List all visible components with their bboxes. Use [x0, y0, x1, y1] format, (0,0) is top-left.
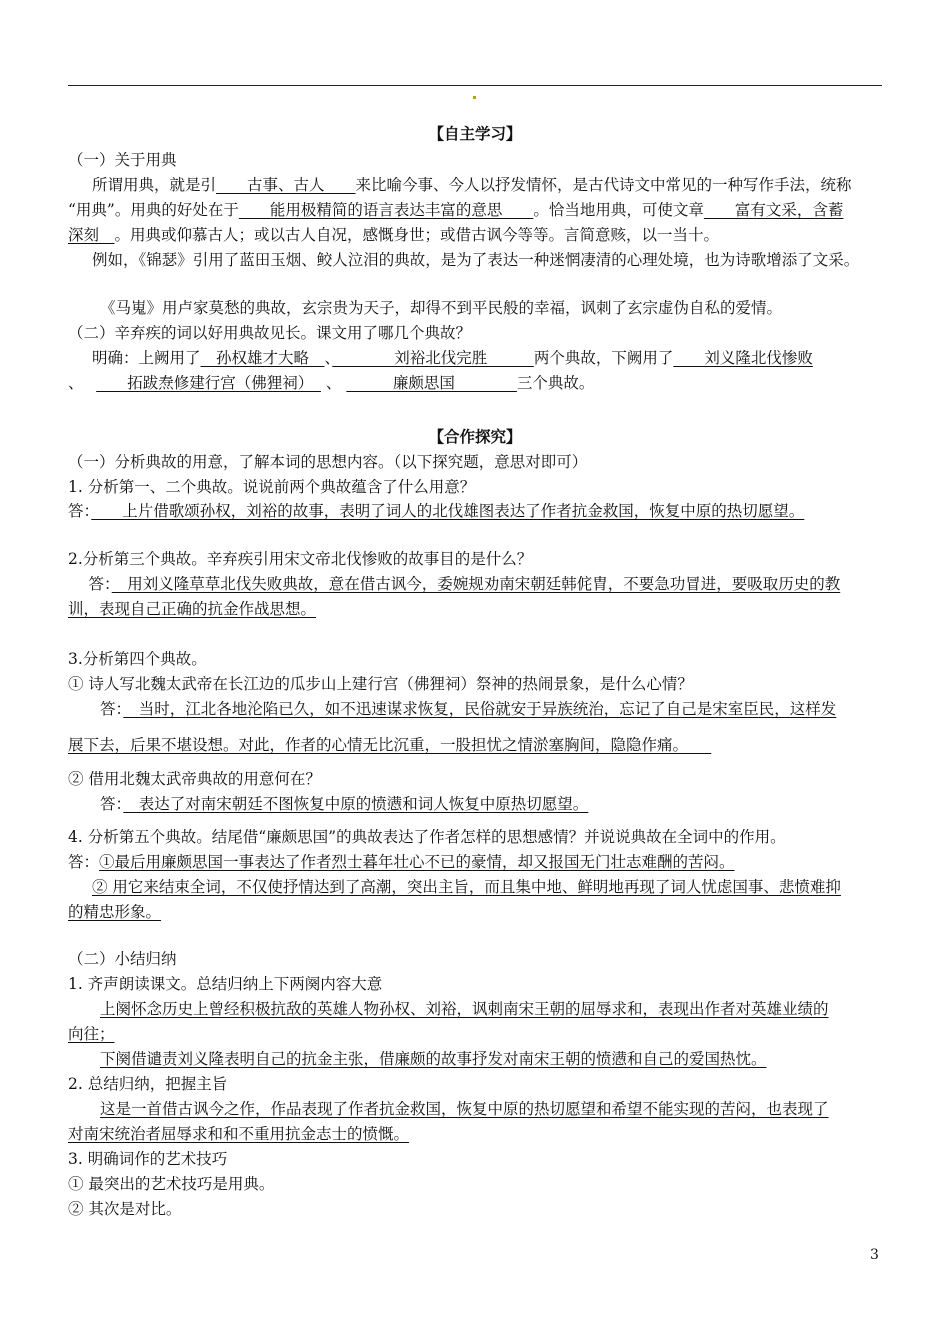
- summary-item-3: 3. 明确词作的艺术技巧: [68, 1150, 228, 1168]
- summary-item-2: 2. 总结归纳，把握主旨: [68, 1075, 228, 1093]
- answer-text: 表达了对南宋朝廷不图恢复中原的愤懑和词人恢复中原热切愿望。: [123, 795, 589, 813]
- summary-answer: 下阕借谴责刘义隆表明自己的抗金主张，借廉颇的故事抒发对南宋王朝的愤懑和自己的爱国热忱。: [100, 1050, 767, 1068]
- question-2: 2.分析第三个典故。辛弃疾引用宋文帝北伐惨败的故事目的是什么？: [68, 550, 533, 568]
- question-heading: （二）辛弃疾的词以好用典故见长。课文用了哪几个典故？: [68, 324, 472, 342]
- answer-blank: 能用极精简的语言表达丰富的意思: [238, 201, 534, 219]
- theme-answer: 这是一首借古讽今之作，作品表现了作者抗金救国，恢复中原的热切愿望和希望不能实现的苦闷，也表现了: [100, 1100, 829, 1118]
- answer-blank: 刘裕北伐完胜: [332, 349, 534, 367]
- question-1: 1. 分析第一、二个典故。说说前两个典故蕴含了什么用意？: [68, 478, 476, 496]
- answer-blank: 孙权雄才大略: [200, 349, 325, 367]
- answer-3a-cont: [68, 733, 882, 757]
- answer-text: 的精忠形象。: [68, 903, 162, 921]
- answer-3a: 答： 当时，江北各地沦陷已久，如不迅速谋求恢复，民俗就安于异族统治，忘记了自己是宋室臣民，这样发: [100, 700, 837, 718]
- answer-4-end: [68, 900, 882, 924]
- question-3: 3.分析第四个典故。: [68, 650, 207, 668]
- summary-answer-cont: 向往；: [68, 1025, 115, 1043]
- theme-answer-cont: 对南宋统治者屈辱求和和不重用抗金志士的愤慨。: [68, 1125, 410, 1143]
- heading-analysis: （一）分析典故的用意，了解本词的思想内容。（以下探究题，意思对即可）: [68, 453, 588, 471]
- answer-text: ①最后用廉颇思国一事表达了作者烈士暮年壮心不已的豪情，却又报国无门壮志难酬的苦闷。: [99, 853, 735, 871]
- answer-blank: 深刻: [68, 226, 115, 244]
- answer-2: 答： 用刘义隆草草北伐失败典故，意在借古讽今，委婉规劝南宋朝廷韩侂胄，不要急功冒进，要吸取历史的教: [88, 575, 841, 593]
- answer-4-cont: [92, 875, 882, 899]
- header-rule: [68, 85, 882, 86]
- paragraph-line: 深刻 。用典或仰慕古人；或以古人自况，感慨身世；或借古讽今等等。言简意赅，以一当十。: [68, 226, 720, 244]
- marker-dot: [473, 96, 476, 99]
- answer-line: 明确：上阙用了 孙权雄才大略 、 刘裕北伐完胜 两个典故，下阙用了 刘义隆北伐惨败: [92, 349, 813, 367]
- answer-blank: 富有文采，含蓄: [703, 201, 844, 219]
- question-4: 4. 分析第五个典故。结尾借“廉颇思国”的典故表达了作者怎样的思想感情？并说说典故在全词中的作用。: [68, 828, 786, 846]
- technique-1: ① 最突出的艺术技巧是用典。: [68, 1175, 275, 1193]
- heading-summary: （二）小结归纳: [68, 950, 177, 968]
- paragraph-line: 《马嵬》用卢家莫愁的典故，玄宗贵为天子，却得不到平民般的幸福，讽刺了玄宗虚伪自私的爱情。: [100, 299, 783, 317]
- answer-blank: 拓跋焘修建行宫（佛狸祠）: [96, 374, 321, 392]
- paragraph-line: 所谓用典，就是引 古事、古人 来比喻今事、今人以抒发情怀，是古代诗文中常见的一种写作手法，统称: [92, 176, 852, 194]
- answer-text: 当时，江北各地沦陷已久，如不迅速谋求恢复，民俗就安于异族统治，忘记了自己是宋室臣民，这样发: [123, 700, 837, 718]
- summary-item-1: 1. 齐声朗读课文。总结归纳上下两阕内容大意: [68, 975, 383, 993]
- answer-blank: 廉颇思国: [346, 374, 517, 392]
- paragraph-line: “用典”。用典的好处在于 能用极精简的语言表达丰富的意思 。恰当地用典，可使文章 富有文采，含蓄: [68, 201, 844, 219]
- answer-blank: 刘义隆北伐惨败: [673, 349, 813, 367]
- answer-3b: 答： 表达了对南宋朝廷不图恢复中原的愤懑和词人恢复中原热切愿望。: [100, 795, 589, 813]
- answer-1: 答： 上片借歌颂孙权，刘裕的故事，表明了词人的北伐雄图表达了作者抗金救国，恢复中原的热切愿望。: [68, 502, 805, 520]
- answer-4: 答：①最后用廉颇思国一事表达了作者烈士暮年壮心不已的豪情，却又报国无门壮志难酬的苦闷。: [68, 853, 735, 871]
- answer-blank: 古事、古人: [216, 176, 356, 194]
- summary-answer: 上阕怀念历史上曾经积极抗敌的英雄人物孙权、刘裕，讽刺南宋王朝的屈辱求和，表现出作者对英雄业绩的: [100, 1000, 829, 1018]
- answer-text: 用刘义隆草草北伐失败典故，意在借古讽今，委婉规劝南宋朝廷韩侂胄，不要急功冒进，要吸取历史的教: [111, 575, 841, 593]
- paragraph-line: 例如，《锦瑟》引用了蓝田玉烟、鲛人泣泪的典故，是为了表达一种迷惘凄清的心理处境，也为诗歌增添了文采。: [92, 251, 860, 269]
- section-title-self-study: 【自主学习】: [428, 124, 522, 143]
- answer-text: ② 用它来结束全词，不仅使抒情达到了高潮，突出主旨，而且集中地、鲜明地再现了词人忧虑国事、悲愤难抑: [92, 878, 841, 896]
- answer-text: 训，表现自己正确的抗金作战思想。: [68, 600, 317, 618]
- technique-2: ② 其次是对比。: [68, 1200, 182, 1218]
- answer-2-cont: [68, 597, 882, 621]
- question-3b: ② 借用北魏太武帝典故的用意何在？: [68, 770, 321, 788]
- answer-line: 、 拓跋焘修建行宫（佛狸祠） 、 廉颇思国 三个典故。: [68, 374, 595, 392]
- answer-text: 展下去，后果不堪设想。对此，作者的心情无比沉重，一股担忧之情淤塞胸间，隐隐作痛。: [68, 736, 712, 754]
- page-number: 3: [870, 1247, 879, 1263]
- answer-text: 上片借歌颂孙权，刘裕的故事，表明了词人的北伐雄图表达了作者抗金救国，恢复中原的热切愿望。: [91, 502, 805, 520]
- heading-allusion: （一）关于用典: [68, 151, 177, 169]
- section-title-cooperation: 【合作探究】: [428, 427, 522, 446]
- question-3a: ① 诗人写北魏太武帝在长江边的瓜步山上建行宫（佛狸祠）祭神的热闹景象，是什么心情？: [68, 675, 693, 693]
